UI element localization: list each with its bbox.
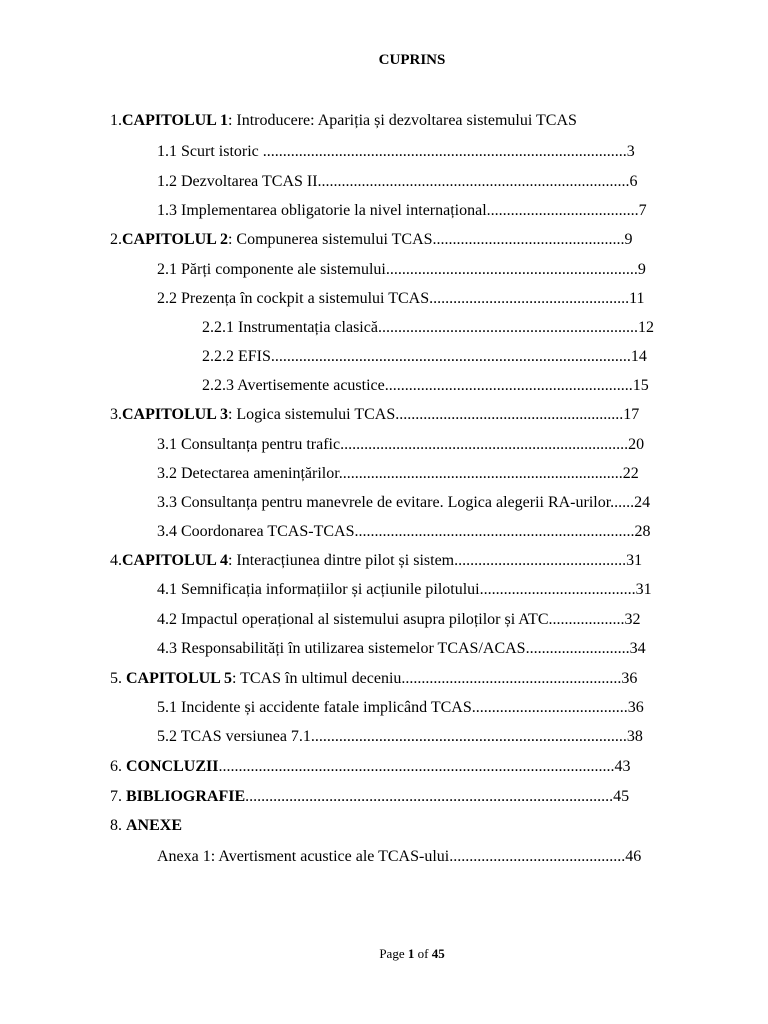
toc-entry-text: Anexa 1: Avertisment acustice ale TCAS-ului............................................46 [157, 848, 642, 865]
toc-chapter-label: ANEXE [126, 817, 183, 834]
toc-prefix: 3. [110, 406, 122, 423]
toc-entry-text: 1.1 Scurt istoric ...........................................................................................3 [157, 143, 635, 160]
toc-entry-text: 3.1 Consultanța pentru trafic........................................................................20 [157, 436, 645, 453]
toc-section-1-1 [157, 142, 635, 162]
toc-prefix: 1. [110, 112, 122, 129]
toc-chapter-5 [110, 669, 637, 689]
toc-entry-text: ...................................................................................................43 [218, 758, 631, 775]
toc-entry-text: 3.3 Consultanța pentru manevrele de evitare. Logica alegerii RA-urilor......24 [157, 494, 651, 511]
toc-entry-text: : Logica sistemului TCAS.........................................................17 [227, 406, 640, 423]
toc-section-3-3 [157, 493, 650, 513]
footer-prefix: Page [379, 946, 408, 961]
toc-entry-text: 1.2 Dezvoltarea TCAS II..............................................................................6 [157, 173, 638, 190]
toc-annex-1 [157, 847, 641, 867]
toc-prefix: 8. [110, 817, 126, 834]
toc-prefix: 7. [110, 788, 126, 805]
toc-section-3-4 [157, 522, 650, 542]
toc-entry-text: ............................................................................................45 [245, 788, 630, 805]
toc-section-4-3 [157, 639, 646, 659]
toc-bibliography [110, 787, 629, 807]
toc-conclusions [110, 757, 630, 777]
toc-entry-text: 5.2 TCAS versiunea 7.1...............................................................................38 [157, 728, 643, 745]
toc-entry-text: 2.1 Părți componente ale sistemului...............................................................9 [157, 261, 646, 278]
toc-entry-text: : TCAS în ultimul deceniu.......................................................36 [231, 670, 638, 687]
toc-entry-text: 2.2.1 Instrumentația clasică.................................................................12 [202, 319, 654, 336]
toc-chapter-label: BIBLIOGRAFIE [126, 788, 246, 805]
toc-entry-text: 4.3 Responsabilități în utilizarea sistemelor TCAS/ACAS..........................34 [157, 640, 646, 657]
toc-chapter-label: CAPITOLUL 1 [122, 112, 228, 129]
toc-section-3-2 [157, 464, 639, 484]
toc-chapter-3 [110, 405, 639, 425]
toc-entry-text: 4.1 Semnificația informațiilor și acțiunile pilotului.......................................31 [157, 581, 652, 598]
toc-entry-text: 3.4 Coordonarea TCAS-TCAS......................................................................28 [157, 523, 651, 540]
toc-entry-text: 1.3 Implementarea obligatorie la nivel internațional......................................7 [157, 202, 647, 219]
toc-section-5-2 [157, 727, 643, 747]
toc-entry-text: 5.1 Incidente și accidente fatale implicând TCAS.......................................36 [157, 699, 644, 716]
toc-chapter-4 [110, 551, 642, 571]
toc-section-2-2 [157, 289, 645, 309]
toc-chapter-label: CAPITOLUL 4 [122, 552, 228, 569]
footer-current-page: 1 [407, 946, 415, 961]
toc-section-5-1 [157, 698, 644, 718]
toc-chapter-1 [110, 111, 577, 131]
toc-section-2-2-2 [202, 347, 647, 367]
footer-total-pages: 45 [431, 946, 445, 961]
toc-section-4-1 [157, 580, 652, 600]
toc-chapter-label: CONCLUZII [126, 758, 219, 775]
toc-entry-text: 2.2.3 Avertisemente acustice..............................................................15 [202, 377, 649, 394]
toc-prefix: 6. [110, 758, 126, 775]
page-footer [0, 946, 768, 962]
toc-chapter-label: CAPITOLUL 3 [122, 406, 228, 423]
toc-entry-text: 4.2 Impactul operațional al sistemului asupra piloților și ATC...................32 [157, 611, 641, 628]
footer-of: of [414, 946, 432, 961]
toc-entry-text: 3.2 Detectarea amenințărilor.......................................................................22 [157, 465, 639, 482]
toc-entry-text: : Interacțiunea dintre pilot și sistem...........................................31 [227, 552, 643, 569]
toc-prefix: 4. [110, 552, 122, 569]
toc-section-2-2-3 [202, 376, 649, 396]
page-title: CUPRINS [378, 52, 446, 68]
toc-entry-text: 2.2 Prezența în cockpit a sistemului TCAS..................................................11 [157, 290, 645, 307]
toc-chapter-label: CAPITOLUL 2 [122, 231, 228, 248]
toc-entry-text: : Introducere: Apariția și dezvoltarea sistemului TCAS [227, 112, 577, 129]
toc-section-1-2 [157, 172, 638, 192]
toc-chapter-label: CAPITOLUL 5 [126, 670, 232, 687]
toc-entry-text: : Compunerea sistemului TCAS................................................9 [227, 231, 633, 248]
toc-entry-text: 2.2.2 EFIS..........................................................................................14 [202, 348, 647, 365]
toc-prefix: 2. [110, 231, 122, 248]
toc-section-3-1 [157, 435, 644, 455]
toc-section-4-2 [157, 610, 641, 630]
toc-section-2-1 [157, 260, 646, 280]
toc-chapter-2 [110, 230, 633, 250]
toc-section-1-3 [157, 201, 647, 221]
toc-prefix: 5. [110, 670, 126, 687]
toc-section-2-2-1 [202, 318, 654, 338]
toc-annexes [110, 816, 182, 836]
